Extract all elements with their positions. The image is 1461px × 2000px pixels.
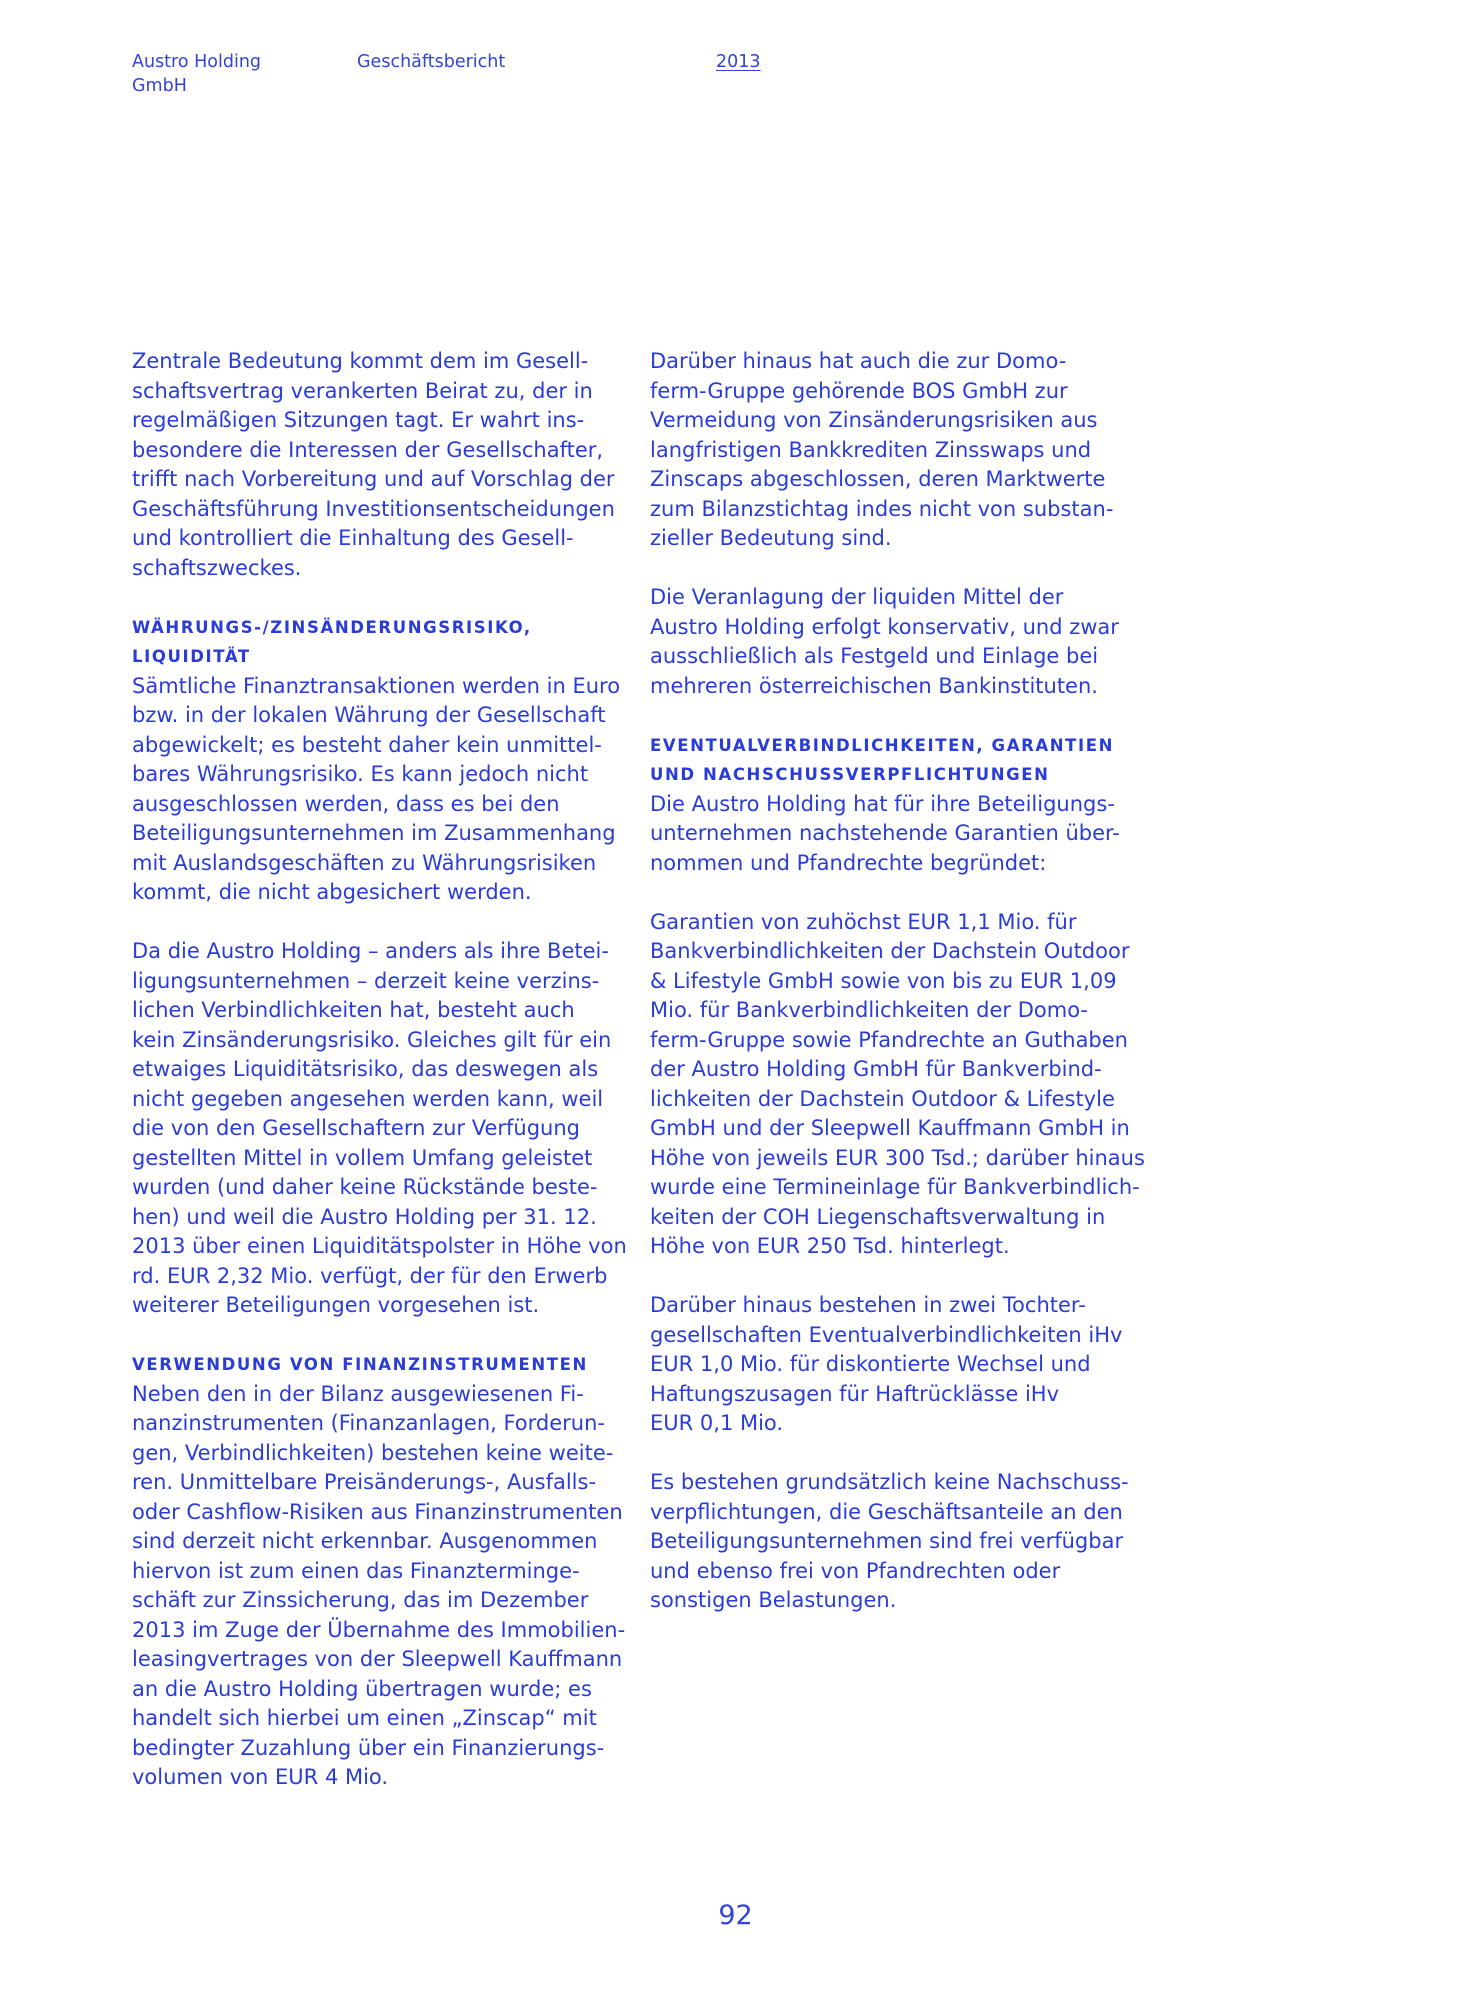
text-line: mit Auslandsgeschäften zu Währungsrisiken	[132, 850, 597, 875]
paragraph-finanzinstrumente	[132, 1380, 642, 1793]
text-line: trifft nach Vorbereitung und auf Vorschlag der	[132, 467, 615, 491]
text-line: Höhe von jeweils EUR 300 Tsd.; darüber hinaus	[650, 1145, 1145, 1170]
header-report-title: Geschäftsbericht	[357, 52, 506, 72]
text-line: schäft zur Zinssicherung, das im Dezember	[132, 1588, 589, 1612]
text-line: und kontrolliert die Einhaltung des Gesell-	[132, 526, 574, 550]
text-line: 2013 über einen Liquiditätspolster in Höhe von	[132, 1234, 627, 1258]
page-number: 92	[718, 1900, 753, 1931]
text-line: Sämtliche Finanztransaktionen werden in Euro	[132, 673, 621, 698]
text-line: EUR 1,0 Mio. für diskontierte Wechsel und	[650, 1352, 1091, 1376]
paragraph-garantien-intro	[650, 790, 1160, 879]
text-line: sonstigen Belastungen.	[650, 1588, 897, 1612]
text-line: Darüber hinaus hat auch die zur Domo-	[650, 349, 1067, 373]
text-line: regelmäßigen Sitzungen tagt. Er wahrt ins-	[132, 408, 585, 432]
text-line: die von den Gesellschaftern zur Verfügung	[132, 1116, 580, 1140]
text-line: zieller Bedeutung sind.	[650, 526, 892, 550]
text-line: Es bestehen grundsätzlich keine Nachschuss-	[650, 1470, 1129, 1494]
text-line: verpflichtungen, die Geschäftsanteile an den	[650, 1499, 1123, 1524]
text-line: Mio. für Bankverbindlichkeiten der Domo-	[650, 998, 1089, 1022]
text-line: gen, Verbindlichkeiten) bestehen keine weite-	[132, 1440, 614, 1465]
text-line: Beteiligungsunternehmen im Zusammenhang	[132, 821, 616, 845]
text-line: hen) und weil die Austro Holding per 31. 12.	[132, 1204, 597, 1229]
text-line: weiterer Beteiligungen vorgesehen ist.	[132, 1293, 540, 1317]
text-line: ausgeschlossen werden, dass es bei den	[132, 791, 560, 816]
text-line: lichkeiten der Dachstein Outdoor & Lifestyle	[650, 1086, 1115, 1111]
text-line: Geschäftsführung Investitionsentscheidungen	[132, 496, 615, 521]
text-line: ferm-Gruppe sowie Pfandrechte an Guthaben	[650, 1027, 1128, 1052]
text-line: ferm-Gruppe gehörende BOS GmbH zur	[650, 378, 1068, 403]
text-line: bares Währungsrisiko. Es kann jedoch nicht	[132, 762, 589, 786]
text-line: langfristigen Bankkrediten Zinsswaps und	[650, 437, 1092, 462]
paragraph-veranlagung	[650, 583, 1160, 701]
text-line: Zinscaps abgeschlossen, deren Marktwerte	[650, 467, 1106, 491]
paragraph-tochtergesellschaften	[650, 1291, 1160, 1439]
text-line: Vermeidung von Zinsänderungsrisiken aus	[650, 408, 1098, 432]
text-line: keiten der COH Liegenschaftsverwaltung in	[650, 1204, 1106, 1229]
text-line: nommen und Pfandrechte begründet:	[650, 850, 1047, 875]
text-line: volumen von EUR 4 Mio.	[132, 1765, 389, 1789]
text-line: Beteiligungsunternehmen sind frei verfügbar	[650, 1529, 1124, 1553]
right-column	[650, 347, 1160, 1616]
left-column	[132, 347, 642, 1793]
text-line: lichen Verbindlichkeiten hat, besteht auch	[132, 998, 575, 1022]
text-line: bzw. in der lokalen Währung der Gesellschaft	[132, 703, 606, 727]
text-line: Zentrale Bedeutung kommt dem im Gesell-	[132, 349, 589, 373]
text-line: gesellschaften Eventualverbindlichkeiten iHv	[650, 1322, 1123, 1347]
text-line: kein Zinsänderungsrisiko. Gleiches gilt für ein	[132, 1027, 612, 1052]
text-line: GmbH und der Sleepwell Kauffmann GmbH in	[650, 1116, 1130, 1140]
text-line: wurde eine Termineinlage für Bankverbindlich-	[650, 1175, 1140, 1199]
text-line: Bankverbindlichkeiten der Dachstein Outdoor	[650, 939, 1130, 963]
text-line: Da die Austro Holding – anders als ihre Betei-	[132, 939, 609, 963]
text-line: ren. Unmittelbare Preisänderungs-, Ausfalls-	[132, 1470, 597, 1494]
text-line: oder Cashflow-Risiken aus Finanzinstrumenten	[132, 1499, 623, 1524]
heading-waehrungsrisiko	[132, 613, 642, 672]
text-line: Garantien von zuhöchst EUR 1,1 Mio. für	[650, 909, 1077, 934]
text-line: WÄHRUNGS-/ZINSÄNDERUNGSRISIKO,	[132, 617, 532, 637]
text-line: leasingvertrages von der Sleepwell Kauffmann	[132, 1647, 623, 1671]
text-line: gestellten Mittel in vollem Umfang geleistet	[132, 1145, 593, 1170]
text-line: handelt sich hierbei um einen „Zinscap“ mit	[132, 1706, 597, 1730]
text-line: Darüber hinaus bestehen in zwei Tochter-	[650, 1293, 1086, 1317]
text-line: an die Austro Holding übertragen wurde; es	[132, 1676, 592, 1701]
text-line: schaftsvertrag verankerten Beirat zu, der in	[132, 378, 593, 403]
text-line: Haftungszusagen für Haftrücklässe iHv	[650, 1381, 1059, 1406]
text-line: Höhe von EUR 250 Tsd. hinterlegt.	[650, 1234, 1010, 1258]
text-line: LIQUIDITÄT	[132, 647, 251, 666]
paragraph-garantien	[650, 908, 1160, 1262]
text-line: zum Bilanzstichtag indes nicht von substan-	[650, 496, 1114, 521]
text-line: und ebenso frei von Pfandrechten oder	[650, 1558, 1061, 1583]
heading-eventualverbindlichkeiten	[650, 731, 1160, 790]
text-line: ligungsunternehmen – derzeit keine verzins-	[132, 968, 600, 993]
text-line: Neben den in der Bilanz ausgewiesenen Fi-	[132, 1381, 584, 1406]
text-line: wurden (und daher keine Rückstände beste-	[132, 1175, 598, 1199]
text-line: nanzinstrumenten (Finanzanlagen, Forderun-	[132, 1411, 606, 1435]
text-line: UND NACHSCHUSSVERPFLICHTUNGEN	[650, 765, 1050, 784]
text-line: EUR 0,1 Mio.	[650, 1411, 784, 1435]
text-line: unternehmen nachstehende Garantien über-	[650, 821, 1120, 845]
text-line: bedingter Zuzahlung über ein Finanzierungs-	[132, 1735, 605, 1760]
paragraph-zinsswaps	[650, 347, 1160, 554]
text-line: der Austro Holding GmbH für Bankverbind-	[650, 1057, 1102, 1081]
text-line: etwaiges Liquiditätsrisiko, das deswegen als	[132, 1057, 599, 1081]
header-company: Austro Holding GmbH	[132, 52, 262, 96]
text-line: Austro Holding erfolgt konservativ, und zwar	[650, 614, 1119, 639]
paragraph-waehrungsrisiko	[132, 672, 642, 908]
paragraph-liquiditaet	[132, 937, 642, 1321]
text-line: 2013 im Zuge der Übernahme des Immobilien-	[132, 1617, 626, 1642]
text-line: Die Veranlagung der liquiden Mittel der	[650, 585, 1064, 609]
text-line: rd. EUR 2,32 Mio. verfügt, der für den Erwerb	[132, 1263, 608, 1288]
text-line: hiervon ist zum einen das Finanztermingе-	[132, 1558, 580, 1583]
paragraph-beirat	[132, 347, 642, 583]
heading-finanzinstrumente	[132, 1350, 642, 1380]
header-year-link[interactable]: 2013	[716, 52, 761, 72]
text-line: EVENTUALVERBINDLICHKEITEN, GARANTIEN	[650, 735, 1115, 755]
text-line: & Lifestyle GmbH sowie von bis zu EUR 1,09	[650, 968, 1117, 993]
text-line: besondere die Interessen der Gesellschafter,	[132, 437, 604, 462]
text-line: nicht gegeben angesehen werden kann, weil	[132, 1086, 604, 1111]
paragraph-nachschuss	[650, 1468, 1160, 1616]
text-line: kommt, die nicht abgesichert werden.	[132, 880, 532, 904]
text-line: Die Austro Holding hat für ihre Beteiligungs-	[650, 791, 1115, 816]
text-line: abgewickelt; es besteht daher kein unmittel-	[132, 732, 602, 757]
text-line: ausschließlich als Festgeld und Einlage bei	[650, 644, 1099, 668]
text-line: VERWENDUNG VON FINANZINSTRUMENTEN	[132, 1355, 588, 1374]
text-line: mehreren österreichischen Bankinstituten.	[650, 673, 1098, 698]
text-line: schaftszweckes.	[132, 555, 302, 580]
text-line: sind derzeit nicht erkennbar. Ausgenommen	[132, 1529, 598, 1553]
